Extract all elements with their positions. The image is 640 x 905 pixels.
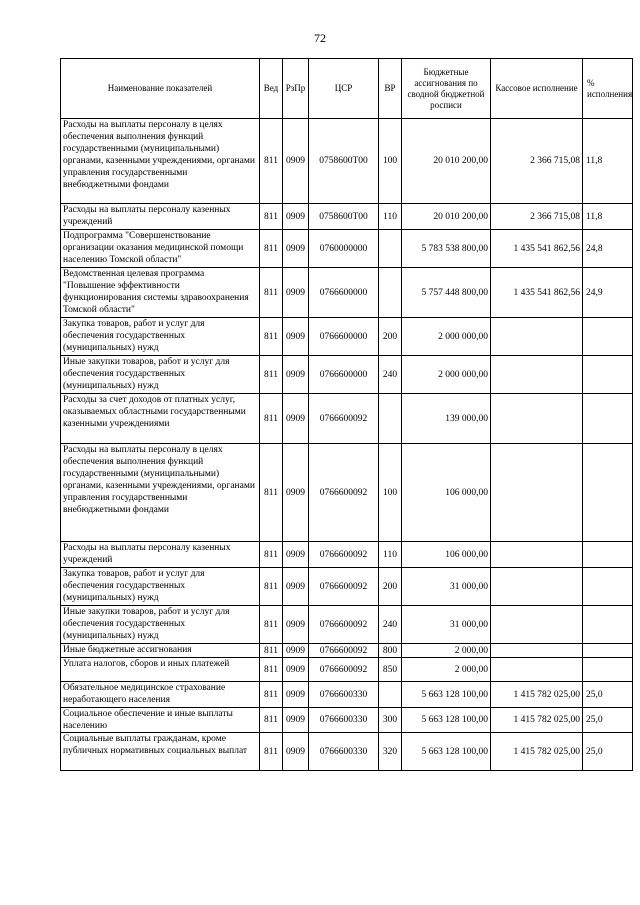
page-number: 72: [314, 31, 326, 45]
header-pct: % исполнения: [583, 59, 633, 119]
row-rzpr: 0909: [283, 204, 309, 230]
row-csr: 0766600330: [309, 708, 379, 733]
row-cash: 1 415 782 025,00: [491, 708, 583, 733]
row-csr: 0766600092: [309, 658, 379, 682]
table-row: [61, 394, 633, 444]
row-budget: 20 010 200,00: [402, 204, 491, 230]
row-pct: 25,0: [583, 708, 633, 733]
row-vr: 110: [379, 204, 402, 230]
row-budget: 5 663 128 100,00: [402, 733, 491, 771]
row-budget: 106 000,00: [402, 444, 491, 542]
row-budget: 31 000,00: [402, 568, 491, 606]
row-csr: 0766600092: [309, 444, 379, 542]
table-row: [61, 733, 633, 771]
table-row: [61, 606, 633, 644]
budget-table: [60, 58, 633, 771]
row-rzpr: 0909: [283, 644, 309, 658]
row-rzpr: 0909: [283, 356, 309, 394]
row-vr: 100: [379, 119, 402, 204]
table-row: [61, 542, 633, 568]
row-rzpr: 0909: [283, 658, 309, 682]
row-vr: [379, 682, 402, 708]
row-vr: 200: [379, 568, 402, 606]
table-row: [61, 318, 633, 356]
row-name: Ведомственная целевая программа "Повышение эффективности функционирования системы здравоохранения Томской области": [61, 268, 260, 318]
row-cash: 1 435 541 862,56: [491, 230, 583, 268]
row-pct: [583, 542, 633, 568]
row-csr: 0766600000: [309, 268, 379, 318]
row-ved: 811: [260, 444, 283, 542]
row-budget: 106 000,00: [402, 542, 491, 568]
row-csr: 0766600092: [309, 606, 379, 644]
row-pct: 25,0: [583, 682, 633, 708]
row-vr: [379, 268, 402, 318]
row-budget: 5 663 128 100,00: [402, 682, 491, 708]
row-vr: [379, 230, 402, 268]
row-rzpr: 0909: [283, 119, 309, 204]
row-budget: 139 000,00: [402, 394, 491, 444]
header-rzpr: РзПр: [283, 59, 309, 119]
row-name: Социальные выплаты гражданам, кроме публичных нормативных социальных выплат: [61, 733, 260, 771]
row-pct: [583, 444, 633, 542]
table-row: [61, 682, 633, 708]
header-budget: Бюджетные ассигнования по сводной бюджетной росписи: [402, 59, 491, 119]
header-name: Наименование показателей: [61, 59, 260, 119]
row-pct: 11,8: [583, 204, 633, 230]
row-ved: 811: [260, 204, 283, 230]
row-name: Расходы за счет доходов от платных услуг, оказываемых областными государственными казенными учреждениями: [61, 394, 260, 444]
row-rzpr: 0909: [283, 542, 309, 568]
row-csr: 0766600092: [309, 394, 379, 444]
row-pct: [583, 318, 633, 356]
row-csr: 0758600Т00: [309, 119, 379, 204]
table-row: [61, 444, 633, 542]
row-name: Расходы на выплаты персоналу казенных учреждений: [61, 542, 260, 568]
row-pct: 11,8: [583, 119, 633, 204]
table-row: [61, 119, 633, 204]
row-pct: 25,0: [583, 733, 633, 771]
row-pct: [583, 356, 633, 394]
row-rzpr: 0909: [283, 318, 309, 356]
row-csr: 0766600092: [309, 644, 379, 658]
table-row: [61, 230, 633, 268]
row-name: Иные бюджетные ассигнования: [61, 644, 260, 658]
header-csr: ЦСР: [309, 59, 379, 119]
row-name: Расходы на выплаты персоналу в целях обеспечения выполнения функций государственными (муниципальными) органами, казенными учреждениями, органами управления государственными внебюджетными фондами: [61, 444, 260, 542]
row-rzpr: 0909: [283, 394, 309, 444]
row-cash: [491, 318, 583, 356]
row-rzpr: 0909: [283, 444, 309, 542]
row-csr: 0766600000: [309, 356, 379, 394]
row-rzpr: 0909: [283, 230, 309, 268]
row-budget: 5 783 538 800,00: [402, 230, 491, 268]
header-ved: Вед: [260, 59, 283, 119]
row-pct: 24,8: [583, 230, 633, 268]
row-ved: 811: [260, 230, 283, 268]
row-csr: 0766600092: [309, 542, 379, 568]
row-ved: 811: [260, 356, 283, 394]
row-pct: [583, 658, 633, 682]
row-budget: 2 000,00: [402, 644, 491, 658]
row-ved: 811: [260, 606, 283, 644]
row-csr: 0766600000: [309, 318, 379, 356]
row-cash: [491, 644, 583, 658]
row-name: Закупка товаров, работ и услуг для обеспечения государственных (муниципальных) нужд: [61, 318, 260, 356]
row-pct: [583, 644, 633, 658]
row-vr: 800: [379, 644, 402, 658]
row-cash: [491, 568, 583, 606]
row-rzpr: 0909: [283, 568, 309, 606]
row-vr: 300: [379, 708, 402, 733]
row-budget: 5 757 448 800,00: [402, 268, 491, 318]
row-cash: [491, 356, 583, 394]
row-vr: 100: [379, 444, 402, 542]
row-ved: 811: [260, 644, 283, 658]
table-row: [61, 708, 633, 733]
row-name: Обязательное медицинское страхование неработающего населения: [61, 682, 260, 708]
table-row: [61, 204, 633, 230]
row-budget: 2 000,00: [402, 658, 491, 682]
row-pct: [583, 606, 633, 644]
row-rzpr: 0909: [283, 733, 309, 771]
row-csr: 0766600330: [309, 733, 379, 771]
row-name: Подпрограмма "Совершенствование организации оказания медицинской помощи населению Томской области": [61, 230, 260, 268]
row-pct: [583, 568, 633, 606]
header-vr: ВР: [379, 59, 402, 119]
row-rzpr: 0909: [283, 606, 309, 644]
row-cash: 2 366 715,08: [491, 119, 583, 204]
row-csr: 0766600330: [309, 682, 379, 708]
header-cash: Кассовое исполнение: [491, 59, 583, 119]
row-cash: 1 415 782 025,00: [491, 682, 583, 708]
row-ved: 811: [260, 708, 283, 733]
row-csr: 0766600092: [309, 568, 379, 606]
row-cash: 1 435 541 862,56: [491, 268, 583, 318]
row-name: Расходы на выплаты персоналу в целях обеспечения выполнения функций государственными (муниципальными) органами, казенными учреждениями, органами управления государственными внебюджетными фондами: [61, 119, 260, 204]
row-ved: 811: [260, 658, 283, 682]
row-csr: 0760000000: [309, 230, 379, 268]
row-name: Закупка товаров, работ и услуг для обеспечения государственных (муниципальных) нужд: [61, 568, 260, 606]
row-cash: 1 415 782 025,00: [491, 733, 583, 771]
row-ved: 811: [260, 733, 283, 771]
row-budget: 5 663 128 100,00: [402, 708, 491, 733]
row-cash: 2 366 715,08: [491, 204, 583, 230]
table-row: [61, 568, 633, 606]
row-cash: [491, 658, 583, 682]
row-ved: 811: [260, 318, 283, 356]
row-rzpr: 0909: [283, 708, 309, 733]
row-cash: [491, 394, 583, 444]
row-cash: [491, 444, 583, 542]
row-vr: 200: [379, 318, 402, 356]
row-budget: 2 000 000,00: [402, 356, 491, 394]
row-rzpr: 0909: [283, 682, 309, 708]
row-csr: 0758600Т00: [309, 204, 379, 230]
row-name: Социальное обеспечение и иные выплаты населению: [61, 708, 260, 733]
row-ved: 811: [260, 119, 283, 204]
table-row: [61, 658, 633, 682]
row-rzpr: 0909: [283, 268, 309, 318]
table-row: [61, 644, 633, 658]
row-cash: [491, 606, 583, 644]
row-name: Уплата налогов, сборов и иных платежей: [61, 658, 260, 682]
row-ved: 811: [260, 682, 283, 708]
row-ved: 811: [260, 568, 283, 606]
row-budget: 2 000 000,00: [402, 318, 491, 356]
row-ved: 811: [260, 268, 283, 318]
row-pct: [583, 394, 633, 444]
row-pct: 24,9: [583, 268, 633, 318]
row-vr: 240: [379, 606, 402, 644]
row-name: Иные закупки товаров, работ и услуг для обеспечения государственных (муниципальных) нужд: [61, 606, 260, 644]
table-header-row: [61, 59, 633, 119]
row-vr: 320: [379, 733, 402, 771]
row-ved: 811: [260, 542, 283, 568]
row-vr: 110: [379, 542, 402, 568]
row-ved: 811: [260, 394, 283, 444]
row-vr: 850: [379, 658, 402, 682]
row-budget: 20 010 200,00: [402, 119, 491, 204]
budget-table-container: [60, 58, 633, 771]
row-name: Иные закупки товаров, работ и услуг для обеспечения государственных (муниципальных) нужд: [61, 356, 260, 394]
row-budget: 31 000,00: [402, 606, 491, 644]
row-vr: [379, 394, 402, 444]
row-name: Расходы на выплаты персоналу казенных учреждений: [61, 204, 260, 230]
table-row: [61, 356, 633, 394]
row-vr: 240: [379, 356, 402, 394]
row-cash: [491, 542, 583, 568]
table-row: [61, 268, 633, 318]
